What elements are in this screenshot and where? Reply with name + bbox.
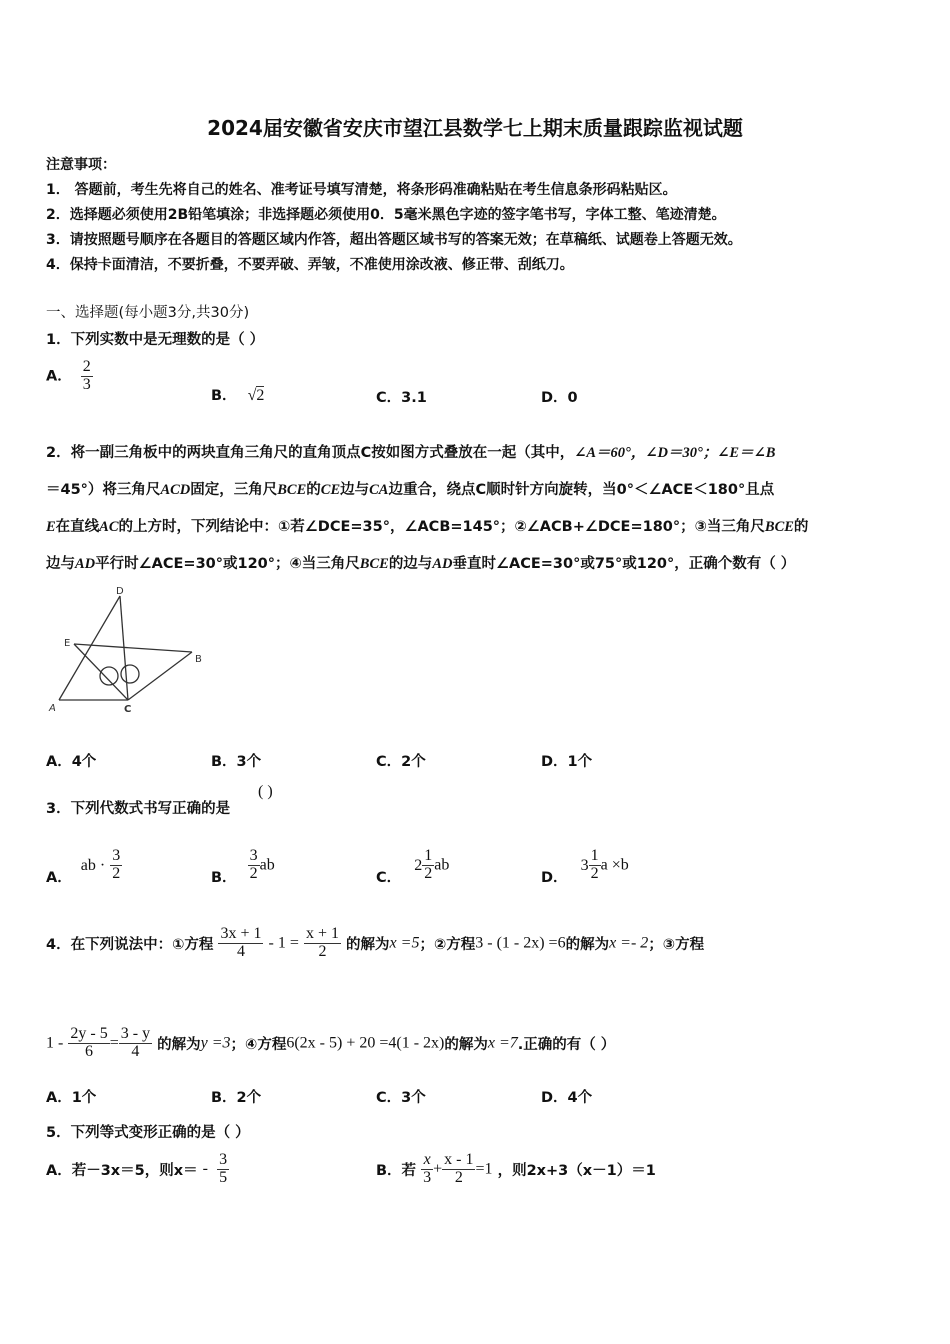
- fraction: $\frac{3x + 1}{4}$: [220, 925, 262, 960]
- label-D: D: [116, 586, 124, 597]
- notice-item-4: 4．保持卡面清洁，不要折叠，不要弄破、弄皱，不准使用涂改液、修正带、刮纸刀。: [46, 257, 574, 273]
- fraction: $\frac{2y - 5}{6}$: [70, 1025, 108, 1060]
- fraction: $\frac{3}{5}$: [219, 1151, 228, 1186]
- question-1-stem: 1．下列实数中是无理数的是（ ）: [46, 332, 265, 348]
- question-1-option-c: C．3.1: [376, 390, 427, 406]
- fraction: $\frac{x}{3}$: [423, 1151, 432, 1186]
- sqrt-symbol: √: [247, 387, 257, 404]
- fraction: $\frac{x - 1}{2}$: [444, 1151, 474, 1186]
- question-3-stem: 3．下列代数式书写正确的是: [46, 801, 231, 817]
- question-2-option-d: D．1个: [541, 754, 593, 770]
- question-3-option-b: B． $\frac{3}{2}$ ab: [211, 847, 275, 886]
- question-5-option-a: A．若－3x＝5，则x＝ - $\frac{3}{5}$: [46, 1151, 228, 1186]
- notice-item-1: 1． 答题前，考生先将自己的姓名、准考证号填写清楚，将条形码准确粘贴在考生信息条形码粘贴区。: [46, 182, 677, 198]
- notice-item-2: 2．选择题必须使用2B铅笔填涂；非选择题必须使用0．5毫米黑色字迹的签字笔书写，字体工整、笔迹清楚。: [46, 207, 726, 223]
- fraction: $\frac{3}{2}$: [112, 847, 121, 882]
- notice-heading: 注意事项：: [46, 157, 116, 173]
- fraction: $\frac{1}{2}$: [424, 847, 433, 882]
- question-2-option-a: A．4个: [46, 754, 97, 770]
- line-EB: [74, 644, 192, 652]
- label-C: C: [124, 704, 132, 715]
- notice-item-3: 3．请按照题号顺序在各题目的答题区域内作答，超出答题区域书写的答案无效；在草稿纸、试题卷上答题无效。: [46, 232, 742, 248]
- question-4-option-a: A．1个: [46, 1090, 97, 1106]
- question-4-line-1: 4．在下列说法中：①方程 $\frac{3x + 1}{4}$ - 1 = $\frac{x + 1}{2}$ 的解为x =5；②方程3 - (1 - 2x) =6的解为x =- 2；③方程: [46, 925, 705, 960]
- label-E: E: [64, 638, 71, 649]
- question-2-stem: 2．将一副三角板中的两块直角三角尺的直角顶点C按如图方式叠放在一起（其中，∠A＝60°，∠D＝30°；∠E＝∠B ＝45°）将三角尺ACD固定，三角尺BCE的CE边与CA边重合，绕点C顺时针方向旋转，当0°＜∠ACE＜180°且点 E在直线AC的上方时，下列结论中：①若∠DCE=35°，∠ACB=145°；②∠ACB+∠DCE=180°；③当三角尺BCE的 边与AD平行时∠ACE=30°或120°；④当三角尺BCE的边与AD垂直时∠ACE=30°或75°或120°，正确个数有（ ）: [46, 445, 809, 572]
- fraction: $\frac{2}{3}$: [82, 358, 91, 393]
- fraction: $\frac{3}{2}$: [249, 847, 258, 882]
- fraction: $\frac{3 - y}{4}$: [120, 1025, 151, 1060]
- question-3-option-a: A． ab · $\frac{3}{2}$: [46, 847, 121, 886]
- question-3-paren: ( ): [258, 783, 273, 800]
- fraction: $\frac{1}{2}$: [590, 847, 599, 882]
- label-B: B: [195, 654, 202, 665]
- triangle-figure: [44, 586, 214, 716]
- section-heading: 一、选择题(每小题3分,共30分): [46, 305, 250, 321]
- question-3-option-d: D． 3 $\frac{1}{2}$ a ×b: [541, 847, 629, 886]
- question-2-option-b: B．3个: [211, 754, 262, 770]
- label-A: A: [49, 703, 56, 714]
- angle-arc-1: [100, 667, 118, 685]
- fraction: $\frac{x + 1}{2}$: [305, 925, 339, 960]
- question-4-option-d: D．4个: [541, 1090, 593, 1106]
- question-1-option-b: B． √2: [211, 387, 265, 404]
- question-4-option-c: C．3个: [376, 1090, 426, 1106]
- question-4-line-2: 1 - $\frac{2y - 5}{6}$ = $\frac{3 - y}{4}$ 的解为y =3；④方程6(2x - 5) + 20 =4(1 - 2x)的解为x =7.正确的有（ ）: [46, 1025, 616, 1060]
- question-3-option-c: C． 2 $\frac{1}{2}$ ab: [376, 847, 450, 886]
- question-2-option-c: C．2个: [376, 754, 426, 770]
- question-1-option-d: D．0: [541, 390, 578, 406]
- question-1-option-a: A． $\frac{2}{3}$: [46, 358, 91, 393]
- question-5-stem: 5．下列等式变形正确的是（ ）: [46, 1125, 250, 1141]
- question-5-option-b: B．若 $\frac{x}{3}$ + $\frac{x - 1}{2}$ =1 ，则2x+3（x－1）＝1: [376, 1151, 656, 1186]
- angle-arc-2: [121, 665, 139, 683]
- line-BC: [128, 652, 192, 700]
- page-title: 2024届安徽省安庆市望江县数学七上期末质量跟踪监视试题: [207, 116, 743, 140]
- question-4-option-b: B．2个: [211, 1090, 262, 1106]
